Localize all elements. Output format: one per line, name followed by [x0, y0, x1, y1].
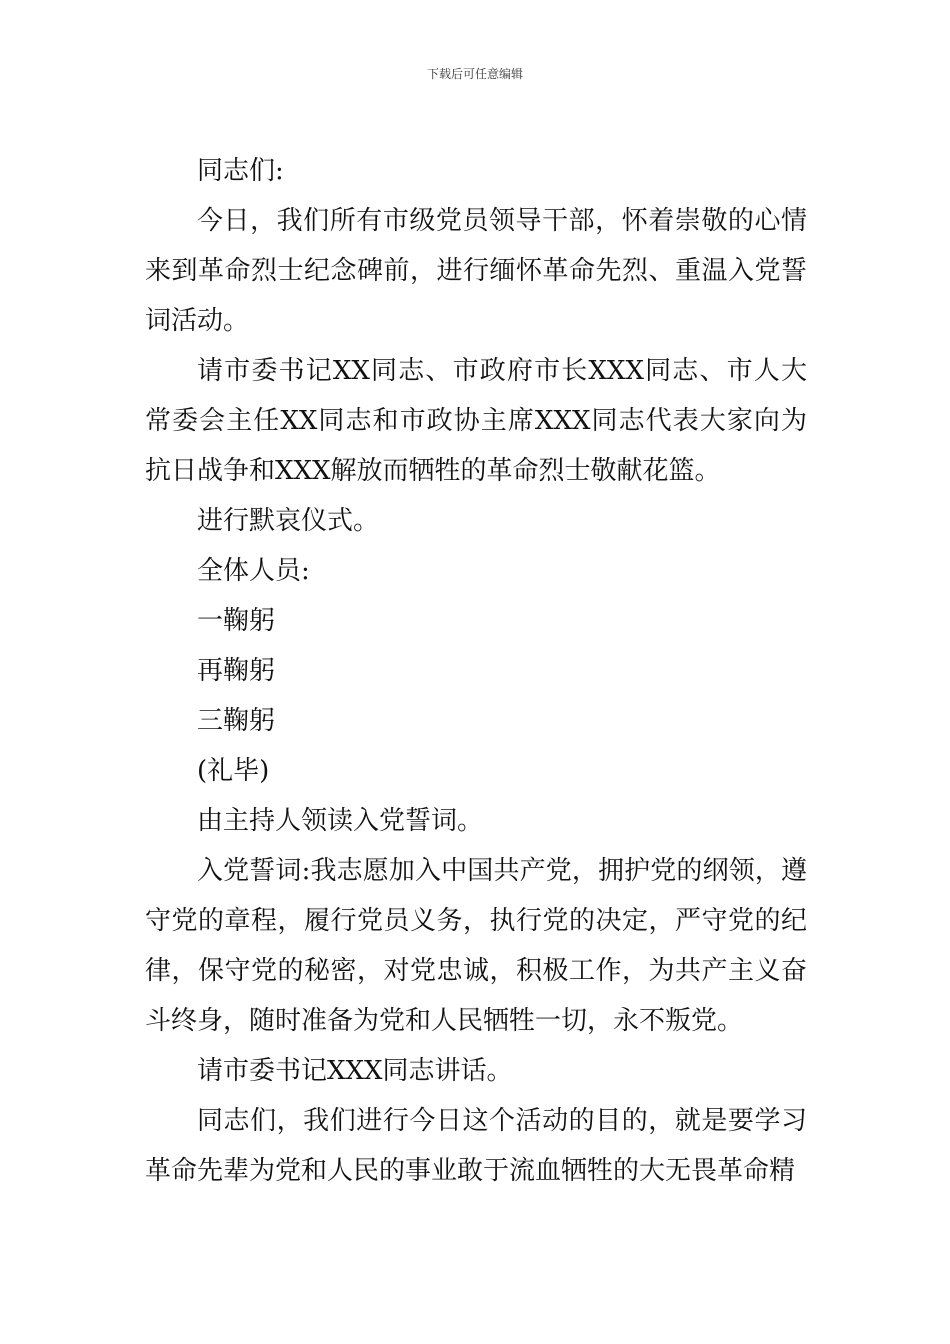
document-body	[145, 146, 807, 1196]
all-personnel-paragraph: 全体人员:	[197, 556, 310, 586]
speech-paragraph: 同志们，我们进行今日这个活动的目的，就是要学习革命先辈为党和人民的事业敢于流血牺牲的大无畏革命精	[145, 1106, 807, 1186]
oath-text-paragraph: 入党誓词:我志愿加入中国共产党，拥护党的纲领，遵守党的章程，履行党员义务，执行党的决定，严守党的纪律，保守党的秘密，对党忠诚，积极工作，为共产主义奋斗终身，随时准备为党和人民牺牲一切，永不叛党。	[145, 856, 807, 1036]
ceremony-end-paragraph: (礼毕)	[197, 756, 270, 786]
intro-paragraph: 今日，我们所有市级党员领导干部，怀着崇敬的心情来到革命烈士纪念碑前，进行缅怀革命先烈、重温入党誓词活动。	[145, 206, 807, 336]
second-bow-paragraph: 再鞠躬	[197, 656, 276, 686]
page-header-note: 下载后可任意编辑	[426, 67, 523, 81]
first-bow-paragraph: 一鞠躬	[197, 606, 276, 636]
speech-invite-paragraph: 请市委书记XXX同志讲话。	[197, 1056, 513, 1086]
greeting-paragraph: 同志们:	[197, 156, 284, 186]
oath-lead-paragraph: 由主持人领读入党誓词。	[197, 806, 484, 836]
third-bow-paragraph: 三鞠躬	[197, 706, 276, 736]
silence-paragraph: 进行默哀仪式。	[197, 506, 380, 536]
wreath-paragraph: 请市委书记XX同志、市政府市长XXX同志、市人大常委会主任XX同志和市政协主席XXX同志代表大家向为抗日战争和XXX解放而牺牲的革命烈士敬献花篮。	[145, 356, 807, 486]
